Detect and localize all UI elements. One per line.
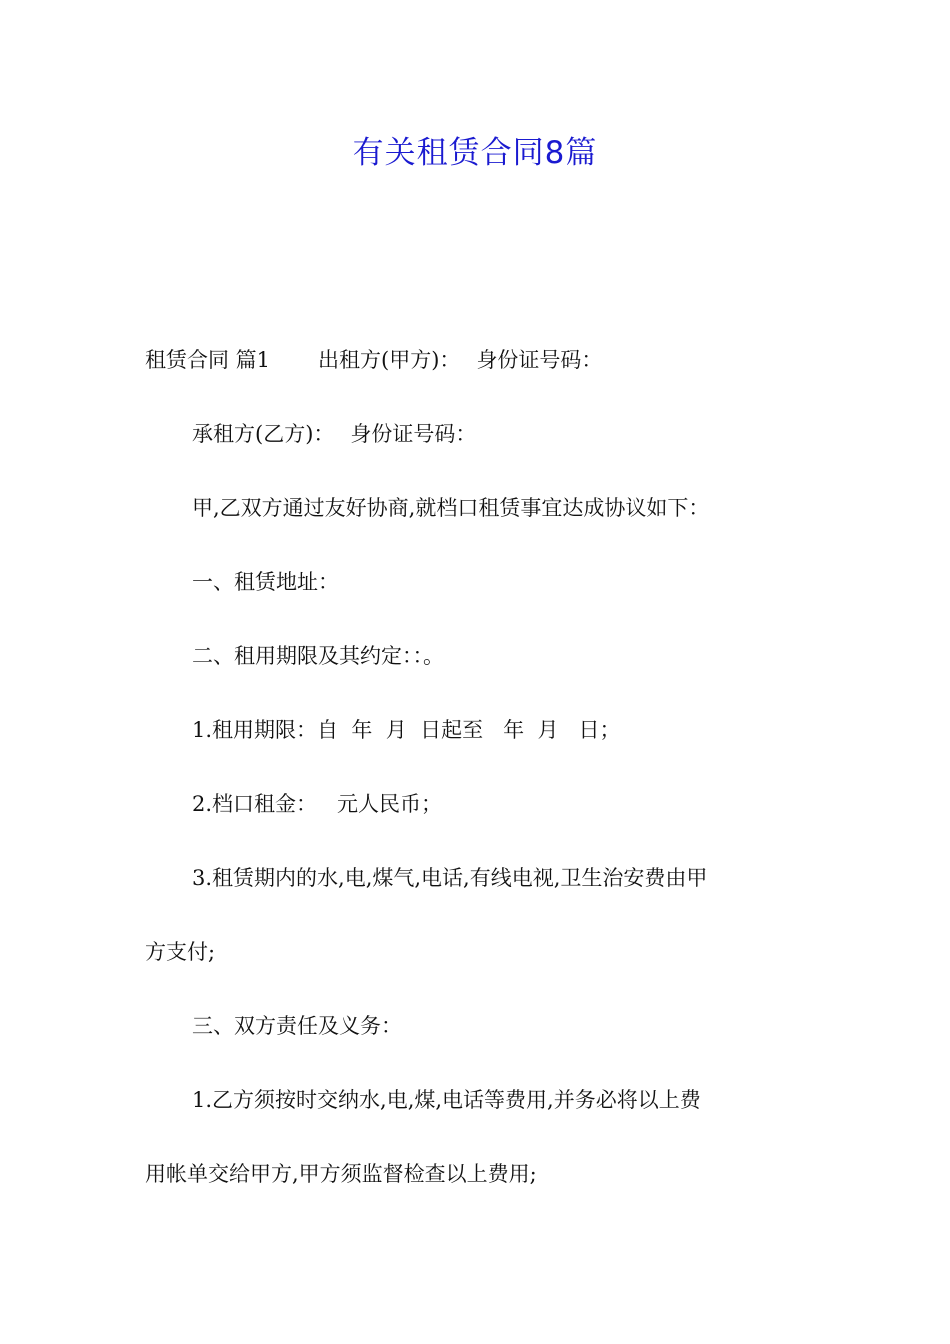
clause: 2.档口租金： 元人民币； (192, 792, 443, 816)
document-body (145, 333, 810, 1221)
lessor-id-label: 身份证号码： (476, 348, 603, 372)
section-heading: 一、租赁地址： (192, 570, 339, 594)
lessee-line (145, 407, 810, 481)
paragraph: 甲,乙双方通过友好协商,就档口租赁事宜达成协议如下： (192, 496, 710, 520)
clause-continuation: 用帐单交给甲方,甲方须监督检查以上费用; (145, 1162, 537, 1186)
lessor-label: 出租方(甲方)： (318, 348, 461, 372)
clause-continuation: 方支付; (145, 940, 216, 964)
lessee-label: 承租方(乙方)： (192, 422, 335, 446)
contract-header-line (145, 333, 810, 407)
clause: 3.租赁期内的水,电,煤气,电话,有线电视,卫生治安费由甲 (192, 866, 708, 890)
document-title: 有关租赁合同8篇 (352, 135, 598, 171)
section-heading: 二、租用期限及其约定：：。 (192, 644, 444, 668)
lessee-id-label: 身份证号码： (350, 422, 477, 446)
section-heading: 三、双方责任及义务： (192, 1014, 402, 1038)
contract-heading: 租赁合同 篇1 (145, 348, 271, 372)
clause: 1.乙方须按时交纳水,电,煤,电话等费用,并务必将以上费 (192, 1088, 701, 1112)
clause: 1.租用期限：自 年 月 日起至 年 月 日； (192, 718, 621, 742)
